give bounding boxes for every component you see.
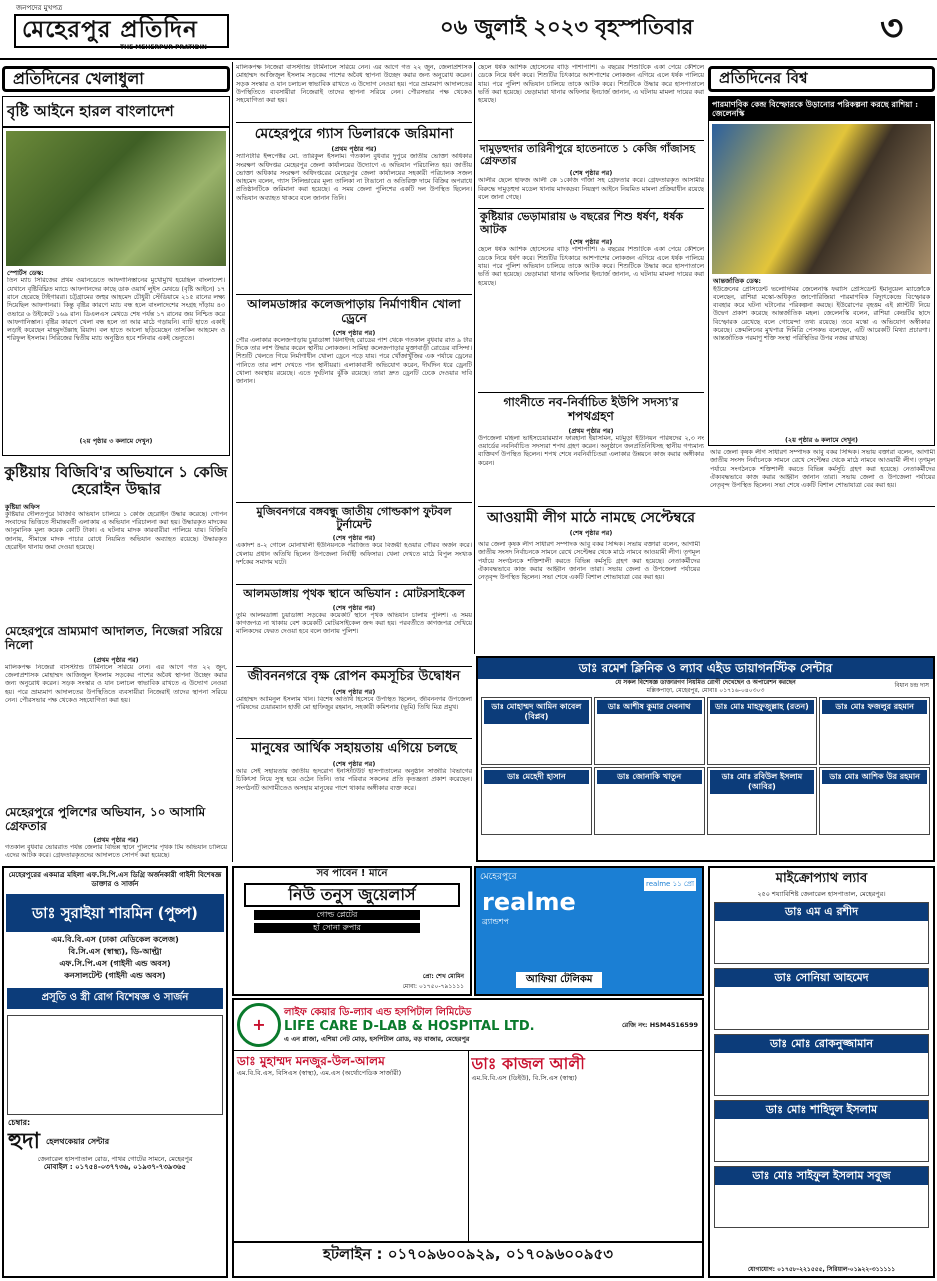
- ramesh-doctor-card: [707, 697, 818, 765]
- micro-name: মাইক্রোপ্যাথ ল্যাব: [775, 871, 868, 886]
- lifecare-hotline: হটলাইন : ০১৭০৯৬০০৯২৯, ০১৭০৯৬০০৯৫৩: [234, 1241, 702, 1266]
- lifecare-en: LIFE CARE D-LAB & HOSPITAL LTD.: [284, 1019, 535, 1035]
- football-block: [236, 502, 472, 582]
- realme-place: মেহেরপুরে: [480, 872, 517, 882]
- kushtia-continue: (শেষ পৃষ্ঠার পর): [569, 238, 613, 247]
- bgb-block: [2, 460, 230, 620]
- world-section-head: প্রতিদিনের বিশ্ব: [708, 66, 935, 92]
- tree-headline: জীবননগরে বৃক্ষ রোপন কমসূচির উদ্বোধন: [247, 669, 461, 684]
- awami-continue: (শেষ পৃষ্ঠার পর): [569, 529, 613, 538]
- sharmin-spec: প্রসূতি ও স্ত্রী রোগ বিশেষজ্ঞ ও সার্জন: [7, 988, 223, 1009]
- sharmin-name: ডাঃ সুরাইয়া শারমিন (পুষ্প): [6, 894, 224, 933]
- sharmin-deg3: এফ.সি.পি.এস (গাইনী এন্ড অবস): [59, 959, 171, 969]
- tree-body: মোহাম্মদ আমিনুল ইসলাম খান। বিশেষ অতিথি হিসেবে উপস্থিত ছিলেন, জীবননগর উপজেলা পরিষদের চেয়ারম্যান হাজী মো হাফিজুর রহমান, সহকারী কমিশনার (ভূমি) তিথি মিত্র প্রমুখ।: [236, 696, 472, 712]
- lifecare-doc2-deg: এম.বি.বি.এস (ডিইউ), বি.সি.এস (স্বাস্থ্য): [471, 1074, 577, 1082]
- ramesh-doctor-grid: [478, 694, 933, 838]
- motorcycle-block: [236, 584, 472, 664]
- ramesh-doctor-card: [481, 767, 592, 835]
- court-continue: (প্রথম পৃষ্ঠার পর): [93, 655, 139, 664]
- lifecare-ad: [232, 998, 704, 1278]
- micro-doctor-card: [714, 1100, 929, 1162]
- realme-tag: realme ১১ প্রো: [644, 878, 696, 891]
- realme-brand: realme: [482, 888, 576, 917]
- court-top-body: মালিকপক্ষ নিজেরা বাসস্ট্যান্ড টার্মিনালে সরিয়ে নেন। এর আগে গত ২২ জুন, জেলাপ্রশাসক মোহাম্মদ আজিজুল ইসলাম সড়কের পাশের অবৈধ স্থাপনা উচ্ছেদ করার জন্য অনুরোধ করেন। সড়ক সংস্কার ও যান চলাচল স্বাভাবিক রাখতে এ উদ্যোগ নেওয়া হয়। পরে ভ্রাম্যমাণ আদালতের উপস্থিতিতে ব্যবসায়ীরা নিজেরাই তাদের স্থাপনা সরিয়ে নেন। পৌরসভার পক্ষ থেকেও সহযোগিতা করা হয়।: [236, 64, 472, 105]
- jewel-line2: হাঁ সোনা রুপার: [254, 923, 420, 933]
- micro-doctor-card: [714, 1034, 929, 1096]
- huda-logo: [4, 1128, 226, 1156]
- page-number: ৩: [880, 8, 904, 49]
- sharmin-chamber: চেম্বার:: [8, 1117, 31, 1127]
- aid-headline: মানুষের আর্থিক সহায়তায় এগিয়ে চলছে: [251, 741, 457, 756]
- gas-block: [236, 122, 472, 292]
- jewel-name: নিউ তনুস জুয়েলার্স: [244, 883, 460, 907]
- ganja-body: আলীর ছেলে হাফজ আলী কে ১কেজি গাঁজা সহ গ্রেফতার করে। গ্রেফতারকৃত আসামীর বিরুদ্ধে দামুড়হুদা মডেল থানায় মাদকদ্রব্য নিয়ন্ত্রণ আইনে নিয়মিত মামলা প্রক্রিয়াধীন রয়েছে বলে জানা গেছে।: [478, 177, 704, 201]
- aid-body: আর সেই সহায়তায় জাতীয় হৃদরোগ ইনস্টিটিউট হাসপাতালের অনুষ্ঠান সার্জারি বিভাগের চিকিৎসা নিয়ে সুস্থ হয়ে ওঠেন তিনি। তার পরিবার সকলের প্রতি কৃতজ্ঞতা প্রকাশ করেছেন। সংগঠনটি আগামীতেও অসহায় মানুষের পাশে থাকার অঙ্গীকার ব্যক্ত করে।: [236, 768, 472, 792]
- alamdanga-block: [236, 294, 472, 499]
- micro-doctor-card: [714, 902, 929, 964]
- kushtia-body: ছেলে ধর্ষক আশিক হোসেনের বাড়ি পাশাপাশি। ৬ বছরের শিশুটিকে একা পেয়ে কৌশলে ডেকে নিয়ে ধর্ষণ করে। শিশুটির চিৎকারে আশপাশের লোকজন এগিয়ে এলে ধর্ষক পালিয়ে যায়। পরে পুলিশ অভিযান চালিয়ে তাকে আটক করে। শিশুটিকে উদ্ধার করে হাসপাতালে ভর্তি করা হয়েছে। ভেড়ামারা থানার অফিসার ইনচার্জ জানান, এ ঘটনায় মামলা দায়ের করা হয়েছে।: [478, 246, 704, 287]
- lifecare-header: [234, 1000, 702, 1050]
- court-top-continuation: [236, 64, 472, 120]
- awami-body-col2: আর জেলা কৃষক লীগ সাধারণ সম্পাদক আবু বকর সিদ্দিক। সভায় বক্তারা বলেন, আগামী জাতীয় সংসদ নির্বাচনকে সামনে রেখে সেপ্টেম্বর থেকে মাঠে নামবে আওয়ামী লীগ। তৃণমূল পর্যায়ে সংগঠনকে শক্তিশালী করতে বিভিন্ন কর্মসূচি গ্রহণ করা হয়েছে। নেতাকর্মীদের ঐক্যবদ্ধভাবে কাজ করার আহ্বান জানান তারা। সভায় জেলা ও উপজেলা পর্যায়ের নেতৃবৃন্দ উপস্থিত ছিলেন। সভা শেষে একটি বিশাল শোভাযাত্রা বের করা হয়।: [710, 449, 935, 490]
- huda-address: জেনারেল হাসপাতাল রোড, পাথর গোটের সামনে, মেহেরপুর: [37, 1155, 193, 1164]
- huda-mobile: মোবাইল : ০১৭৫৪-০৩৭৭৩৬, ০১৯৩৭-৭৩৯৩৬৫: [43, 1163, 187, 1172]
- world-desk: আন্তর্জাতিক ডেস্ক:: [713, 277, 762, 286]
- issue-date: ০৬ জুলাই ২০২৩ বৃহস্পতিবার: [440, 15, 694, 39]
- sharmin-deg4: কনসালটেন্ট (গাইনী এন্ড অবস): [64, 971, 166, 981]
- sharmin-deg2: বি.সি.এস (স্বাস্থ্য), ডি-আল্ট্রা: [68, 947, 162, 957]
- ramesh-doctor-card: [819, 767, 930, 835]
- micro-doctor-name: ডাঃ মোঃ রোকনুজ্জামান: [715, 1035, 928, 1053]
- micro-doctor-card: [714, 1166, 929, 1228]
- tree-block: [236, 666, 472, 736]
- bgb-body: কুষ্টিয়ার দৌলতপুরে বিজিবি অভিযান চালিয়ে ১ কেজি হেরোইন উদ্ধার করেছে। গোপন সংবাদের ভিত্তিতে সীমান্তবর্তী এলাকায় এ অভিযান পরিচালনা করা হয়। উদ্ধারকৃত মাদকের আনুমানিক মূল্য কয়েক কোটি টাকা। এ ঘটনায় মাদক কারবারীরা পালিয়ে যায়। বিজিবি জানায়, সীমান্তে মাদক পাচার রোধে নিয়মিত অভিযান অব্যাহত রয়েছে। উদ্ধারকৃত হেরোইন থানায় জমা দেওয়া হয়েছে।: [5, 510, 227, 551]
- column-divider: [232, 62, 233, 862]
- ganja-block: [478, 140, 704, 206]
- ganja-headline: দামুড়হুদার তারিনীপুরে হাতেনাতে ১ কেজি গাঁজাসহ গ্রেফতার: [480, 143, 696, 168]
- sharmin-service-list: [7, 1015, 223, 1115]
- court-body: মালিকপক্ষ নিজেরা বাসস্ট্যান্ড টার্মিনালে সরিয়ে নেন। এর আগে গত ২২ জুন, জেলাপ্রশাসক মোহাম্মদ আজিজুল ইসলাম সড়কের পাশের অবৈধ স্থাপনা উচ্ছেদ করার জন্য অনুরোধ করেন। সড়ক সংস্কার ও যান চলাচল স্বাভাবিক রাখতে এ উদ্যোগ নেওয়া হয়। পরে ভ্রাম্যমাণ আদালতের উপস্থিতিতে ব্যবসায়ীরা নিজেরাই তাদের স্থাপনা সরিয়ে নেন। পৌরসভার পক্ষ থেকেও সহযোগিতা করা হয়।: [5, 663, 227, 704]
- ganja-continue: (শেষ পৃষ্ঠার পর): [569, 169, 613, 178]
- ganja-top-continuation: [478, 64, 704, 138]
- motorcycle-headline: আলমডাঙ্গায় পৃথক স্থানে অভিযান : মোটরসাইকেল: [243, 587, 465, 600]
- sports-body: তিন ম্যাচ সিরিজের প্রথম ওয়ানডেতে আফগানিস্তানের মুখোমুখি হয়েছিল বাংলাদেশ। যেখানে বৃষ্টিবিঘ্নিত ম্যাচে আফগানদের কাছে ডাক ওয়ার্থ লুইস মেথডে (বৃষ্টি আইনে) ১৭ রানে হেরেছে টাইগাররা। চট্টগ্রামের জহুর আহমেদ চৌধুরী স্টেডিয়ামে ২১৫ রানের লক্ষ্য দিয়েছিল আফগানরা। কিন্তু বৃষ্টির কারণে ম্যাচ বন্ধ হলে বাংলাদেশের সংগ্রহ দাঁড়ায় ৪৩ ওভারে ৬ উইকেটে ১৬৯ রান। ডিএলএস মেথডে শেষ পর্যন্ত ১৭ রানের জয় নিশ্চিত করে আফগানিস্তান। বৃষ্টির কারণে খেলা বন্ধ হলে তা আর মাঠে গড়ায়নি। ব্যাট হাতে একাই লড়াই করেছেন মাহমুদউল্লাহ রিয়াদ। বল হাতে আলো ছড়িয়েছেন তাসকিন আহমেদ ও শরিফুল ইসলাম। সিরিজের দ্বিতীয় ম্যাচ অনুষ্ঠিত হবে শনিবার একই ভেন্যুতে।: [7, 277, 225, 343]
- sharmin-deg: এম.বি.বি.এস (ঢাকা মেডিকেল কলেজ): [51, 935, 179, 945]
- lifecare-reg: রেজি নং: HSM4516599: [622, 1020, 698, 1029]
- jewellers-ad: [232, 866, 472, 996]
- motorcycle-body: তুমি আলমডাঙ্গা চুয়াডাঙ্গা সড়কের কয়েকটি স্থানে পৃথক অভিযান চালায় পুলিশ। এ সময় কাগজপত্র না থাকায় বেশ কয়েকটি মোটরসাইকেল জব্দ করা হয়। পরবর্তীতে কাগজপত্র দেখিয়ে মালিকদের ফেরত দেওয়া হবে বলে জানায় পুলিশ।: [236, 611, 472, 636]
- ramesh-subtitle: যে সকল বিশেষজ্ঞ ডাক্তারগণ নিয়মিত রোগী দেখেছেন ও অপারেশন করছেন: [615, 679, 796, 686]
- sports-continue: (২য় পৃষ্ঠার ৩ কলামে দেখুন): [79, 437, 153, 446]
- awami-headline: আওয়ামী লীগ মাঠে নামছে সেপ্টেম্বরে: [487, 510, 695, 526]
- ramesh-title: ডাঃ রমেশ ক্লিনিক ও ল্যাব এইড ডায়াগনস্টিক সেন্টার: [478, 658, 933, 679]
- lifecare-logo-icon: +: [237, 1003, 281, 1047]
- bgb-desk: কুষ্টিয়া অফিস: [5, 502, 40, 511]
- ramesh-doctor-card: [594, 697, 705, 765]
- zelensky-photo: [712, 124, 931, 274]
- ramesh-doctor-name: ডাঃ মোঃ মাহফুজুল্লাহ (রতন): [710, 700, 815, 714]
- lifecare-address: এ এন প্লাজা, এশিয়া নেট মোড়, হসপিটাল রোড, বড় বাজার, মেহেরপুর: [284, 1035, 470, 1044]
- ramesh-doctor-name: ডাঃ জোনাকি খাতুন: [597, 770, 702, 784]
- realme-sub: ব্র্যান্ডশপ: [482, 917, 509, 927]
- ramesh-doctor-name: ডাঃ মোহাম্মদ আমিন কাবেল (বিপ্লব): [484, 700, 589, 724]
- ramesh-owner: বিধান চন্দ্র দাস: [894, 682, 929, 689]
- micro-doctor-list: [710, 902, 933, 1228]
- lifecare-doctors: [234, 1050, 702, 1241]
- court-block: [2, 622, 230, 802]
- up-block: [478, 392, 704, 504]
- micro-doctor-name: ডাঃ এম এ রশীদ: [715, 903, 928, 921]
- aid-continue: (শেষ পৃষ্ঠার পর): [332, 759, 376, 768]
- gas-continue: (প্রথম পৃষ্ঠার পর): [331, 145, 377, 154]
- sharmin-ad: [2, 866, 228, 1278]
- ramesh-doctor-card: [594, 767, 705, 835]
- lifecare-doc2: ডাঃ কাজল আলী: [471, 1054, 585, 1073]
- motorcycle-continue: (শেষ পৃষ্ঠার পর): [332, 603, 376, 612]
- ramesh-doctor-card: [481, 697, 592, 765]
- newspaper-logo: মেহেরপুর প্রতিদিন: [14, 14, 229, 48]
- ramesh-doctor-name: ডাঃ আশীষ কুমার দেবনাথ: [597, 700, 702, 714]
- jewel-line1: গোল্ড প্লেটের: [254, 910, 420, 920]
- column-divider-2: [474, 62, 475, 654]
- world-headline: পারমাণবিক কেন্দ্র বিস্ফোরকে উড়ানোর পরিকল্পনা করছে রাশিয়া : জেলেনস্কি: [709, 97, 934, 121]
- alamdanga-continue: (শেষ পৃষ্ঠার পর): [332, 328, 376, 337]
- police-continue: (প্রথম পৃষ্ঠার পর): [93, 835, 139, 844]
- lifecare-doc1-deg: এম.বি.বি.এস, বিসিএস (স্বাস্থ্য), এম.এস (অর্থোপেডিক সার্জারী): [237, 1069, 402, 1077]
- ramesh-doctor-name: ডাঃ মোঃ ফজলুর রহমান: [822, 700, 927, 714]
- micro-phone: যোগাযোগ: ০১৭৫৮-২২১৫৫৫, সিরিয়াল-০১৯২২-৩১১১১১: [747, 1265, 896, 1273]
- huda-name: হুদা: [8, 1128, 40, 1154]
- micro-address: ২৫০ শয্যাবিশিষ্ট জেনারেল হাসপাতাল, মেহেরপুর।: [757, 890, 886, 899]
- gas-headline: মেহেরপুরে গ্যাস ডিলারকে জরিমানা: [254, 126, 454, 142]
- police-block: [2, 804, 230, 862]
- up-headline: গাংনীতে নব-নির্বাচিত ইউপি সদস্য'র শপথগ্রহণ: [503, 395, 679, 423]
- ganja-top-body: ছেলে ধর্ষক আশিক হোসেনের বাড়ি পাশাপাশি। ৬ বছরের শিশুটিকে একা পেয়ে কৌশলে ডেকে নিয়ে ধর্ষণ করে। শিশুটির চিৎকারে আশপাশের লোকজন এগিয়ে এলে ধর্ষক পালিয়ে যায়। পরে পুলিশ অভিযান চালিয়ে তাকে আটক করে। শিশুটিকে উদ্ধার করে হাসপাতালে ভর্তি করা হয়েছে। ভেড়ামারা থানার অফিসার ইনচার্জ জানান, এ ঘটনায় মামলা দায়ের করা হয়েছে।: [478, 64, 704, 105]
- micro-doctor-name: ডাঃ সোনিয়া আহমেদ: [715, 969, 928, 987]
- ramesh-doctor-name: ডাঃ মোঃ আশিক উর রহমান: [822, 770, 927, 784]
- lifecare-bn: লাইফ কেয়ার ডি-ল্যাব এন্ড হসপিটাল লিমিটেড: [284, 1006, 472, 1018]
- micro-doctor-card: [714, 968, 929, 1030]
- awami-body: আর জেলা কৃষক লীগ সাধারণ সম্পাদক আবু বকর সিদ্দিক। সভায় বক্তারা বলেন, আগামী জাতীয় সংসদ নির্বাচনকে সামনে রেখে সেপ্টেম্বর থেকে মাঠে নামবে আওয়ামী লীগ। তৃণমূল পর্যায়ে সংগঠনকে শক্তিশালী করতে বিভিন্ন কর্মসূচি গ্রহণ করা হয়েছে। নেতাকর্মীদের ঐক্যবদ্ধভাবে কাজ করার আহ্বান জানান তারা। সভায় জেলা ও উপজেলা পর্যায়ের নেতৃবৃন্দ উপস্থিত ছিলেন। সভা শেষে একটি বিশাল শোভাযাত্রা বের করা হয়।: [478, 541, 700, 582]
- ramesh-clinic-ad: [476, 656, 935, 862]
- logo-subtitle: THE MEHERPUR PRATIDIN: [120, 44, 207, 51]
- micropath-ad: [708, 866, 935, 1278]
- cricket-photo: [6, 131, 226, 266]
- kushtia-headline: কুষ্টিয়ার ভেড়ামারায় ৬ বছরের শিশু ধর্ষণ, ধর্ষক আটক: [480, 210, 684, 236]
- police-headline: মেহেরপুরে পুলিশের অভিযান, ১০ আসামি গ্রেফতার: [5, 805, 206, 833]
- up-continue: (প্রথম পৃষ্ঠার পর): [568, 426, 614, 435]
- jewel-phone: মোবা: ০১৭৫০-৭৯১১১১: [402, 982, 464, 990]
- alamdanga-body: পৌর এলাকার কলেজপাড়ায় চুয়াডাঙ্গা ঝিনাইদহ রোডের পাশ থেকে গতকাল বুধবার রাত ৯ টার দিকে তার লাশ উদ্ধার করেন স্থানীয় লোকজন। সামিহা কলেজপাড়ার মুক্তাবাড়ী রোডের বাসিন্দা। শিশুটি খেলতে গিয়ে নির্মাণাধীন খোলা ড্রেনে পড়ে যায়। পরে খোঁজাখুঁজির এক পর্যায়ে ড্রেনের পানিতে তার লাশ দেখতে পান স্থানীয়রা। এলাকাবাসী অভিযোগ করেন, দীর্ঘদিন ধরে ড্রেনটি খোলা অবস্থায় রয়েছে। এতে দুর্ঘটনার ঝুঁকি রয়েছে। তারা দ্রুত ড্রেনটি ঢেকে দেওয়ার দাবি জানান।: [236, 336, 472, 386]
- ramesh-address: মল্লিকপাড়া, মেহেরপুর, মোবাঃ ০১৭১৬-০৪০৩০৩: [646, 686, 765, 694]
- ramesh-doctor-card: [819, 697, 930, 765]
- football-continue: (শেষ পৃষ্ঠার পর): [332, 534, 376, 543]
- sharmin-top: মেহেরপুরের একমাত্র মহিলা এফ.সি.পি.এস ডিগ্রি অর্জনকারী গাইনী বিশেষজ্ঞ ডাক্তার ও সার্জন: [8, 871, 222, 888]
- masthead: [0, 0, 937, 60]
- world-body: ইউক্রেনের প্রেসিডেন্ট ভলোদিমির জেলেনস্কি ফরাসি প্রেসিডেন্ট ইমানুয়েল ম্যাক্রোঁকে বলেছেন, রাশিয়া মস্কো-অধিকৃত জাপোরিজিয়া পারমাণবিক বিদ্যুৎকেন্দ্রে বিস্ফোরক ব্যবহার করে ঘটনা ঘটানোর পরিকল্পনা করছে। ইউরোপের বৃহত্তম এই প্ল্যান্টটি নিয়ে উদ্বেগ প্রকাশ করেছে আন্তর্জাতিক মহল। জেলেনস্কি বলেন, রাশিয়া কেন্দ্রটির ছাদে বিস্ফোরক রেখেছে বলে গোয়েন্দা তথ্য রয়েছে। তবে মস্কো এ অভিযোগ অস্বীকার করেছে। ক্রেমলিনের মুখপাত্র দিমিত্রি পেসকভ বলেছেন, এটি আরেকটি মিথ্যা প্রচারণা। আন্তর্জাতিক পরমাণু শক্তি সংস্থা পরিস্থিতির উপর নজর রাখছে।: [713, 285, 930, 343]
- sports-block: [2, 96, 230, 456]
- up-body: উপজেলা মহিলা ভাইসচেয়ারম্যান ফারহানা ইয়াসমিন, মটমুড়া ইউনিয়ন পরিষদের ২,৩ নং ওয়ার্ডের নবনির্বাচিত সদস্যরা শপথ গ্রহণ করেন। অনুষ্ঠানে জনপ্রতিনিধিসহ স্থানীয় গণ্যমান্য ব্যক্তিবর্গ উপস্থিত ছিলেন। শপথ শেষে নবনির্বাচিতরা এলাকার উন্নয়নে কাজ করার অঙ্গীকার করেন।: [478, 434, 704, 467]
- sports-section-head: প্রতিদিনের খেলাধুলা: [2, 66, 230, 92]
- lifecare-doc1: ডাঃ মুহাম্মদ মনজুর-উল-আলম: [237, 1054, 385, 1068]
- aid-block: [236, 738, 472, 862]
- court-headline: মেহেরপুরে ভ্রাম্যমাণ আদালত, নিজেরা সরিয়ে নিলো: [5, 624, 223, 652]
- sports-desk: স্পোর্টস ডেস্ক:: [7, 269, 44, 278]
- jewel-top: সব পাবেন ! মানে: [316, 868, 388, 879]
- world-continue: (২য় পৃষ্ঠার ৬ কলামে দেখুন): [784, 435, 859, 444]
- ramesh-doctor-name: ডাঃ মোঃ রবিউল ইসলাম (আবির): [710, 770, 815, 794]
- tagline: জনপদের মুখপত্র: [16, 4, 63, 12]
- ramesh-doctor-name: ডাঃ মেহেদী হাসান: [484, 770, 589, 784]
- micro-doctor-name: ডাঃ মোঃ সাইফুল ইসলাম সবুজ: [715, 1167, 928, 1185]
- realme-ad: [474, 866, 704, 996]
- alamdanga-headline: আলমডাঙ্গার কলেজপাড়ায় নির্মাণাধীন খোলা ড্রেনে: [247, 297, 461, 325]
- world-block: [708, 96, 935, 446]
- tree-continue: (শেষ পৃষ্ঠার পর): [332, 687, 376, 696]
- huda-sub: হেলথকেয়ার সেন্টার: [45, 1136, 110, 1146]
- jewel-owner: প্রো: শেখ মোমিন: [422, 972, 464, 980]
- sports-headline: বৃষ্টি আইনে হারল বাংলাদেশ: [3, 97, 229, 128]
- bgb-headline: কুষ্টিয়ায় বিজিবি'র অভিযানে ১ কেজি হেরোইন উদ্ধার: [4, 463, 228, 499]
- police-body: গতকাল বুধবার ভোররাত পর্যন্ত জেলার বিভিন্ন স্থানে পুলিশের পৃথক টিম অভিযান চালিয়ে এদের আটক করে। গ্রেফতারকৃতদের আদালতে সোপর্দ করা হয়েছে।: [5, 843, 227, 860]
- ramesh-doctor-card: [707, 767, 818, 835]
- micro-doctor-name: ডাঃ মোঃ শাহিদুল ইসলাম: [715, 1101, 928, 1119]
- gas-body: স্যানিটারি ইন্সপেক্টর মো. তারিকুল ইসলাম। গতকাল বুধবার দুপুরে জাতীয় ভোক্তা অধিকার সংরক্ষণ অধিদপ্তর মেহেরপুর জেলা কার্যালয়ের উদ্যোগে এ অভিযান পরিচালিত হয়। জাতীয় ভোক্তা অধিকার সংরক্ষণ অধিদপ্তরের মেহেরপুর জেলা কার্যালয়ের সহকারী পরিচালক সজল আহমেদ বলেন, গ্যাস সিলিন্ডারের মূল্য তালিকা না টাঙানো ও অতিরিক্ত দামে বিক্রির অপরাধে প্রতিষ্ঠানটিকে জরিমানা করা হয়েছে। এ সময় জেলা পুলিশের একটি দল উপস্থিত ছিলেন। অভিযান অব্যাহত থাকবে বলে জানান তিনি।: [236, 153, 472, 202]
- football-body: একাদশ ৪-২ গোলে মোনাখালী ইউনিয়নকে পরাজিত করে বিজয়ী হওয়ার গৌরব অর্জন করে। খেলায় প্রধান অতিথি ছিলেন উপজেলা নির্বাহী অফিসার। খেলা দেখতে মাঠে বিপুল সংখ্যক দর্শকের সমাগম ঘটে।: [236, 542, 472, 566]
- football-headline: মুজিবনগরে বঙ্গবন্ধু জাতীয় গোল্ডকাপ ফুটবল টুর্নামেন্ট: [256, 505, 452, 531]
- kushtia-block: [478, 208, 704, 388]
- realme-shop: আফিয়া টেলিকম: [516, 972, 602, 989]
